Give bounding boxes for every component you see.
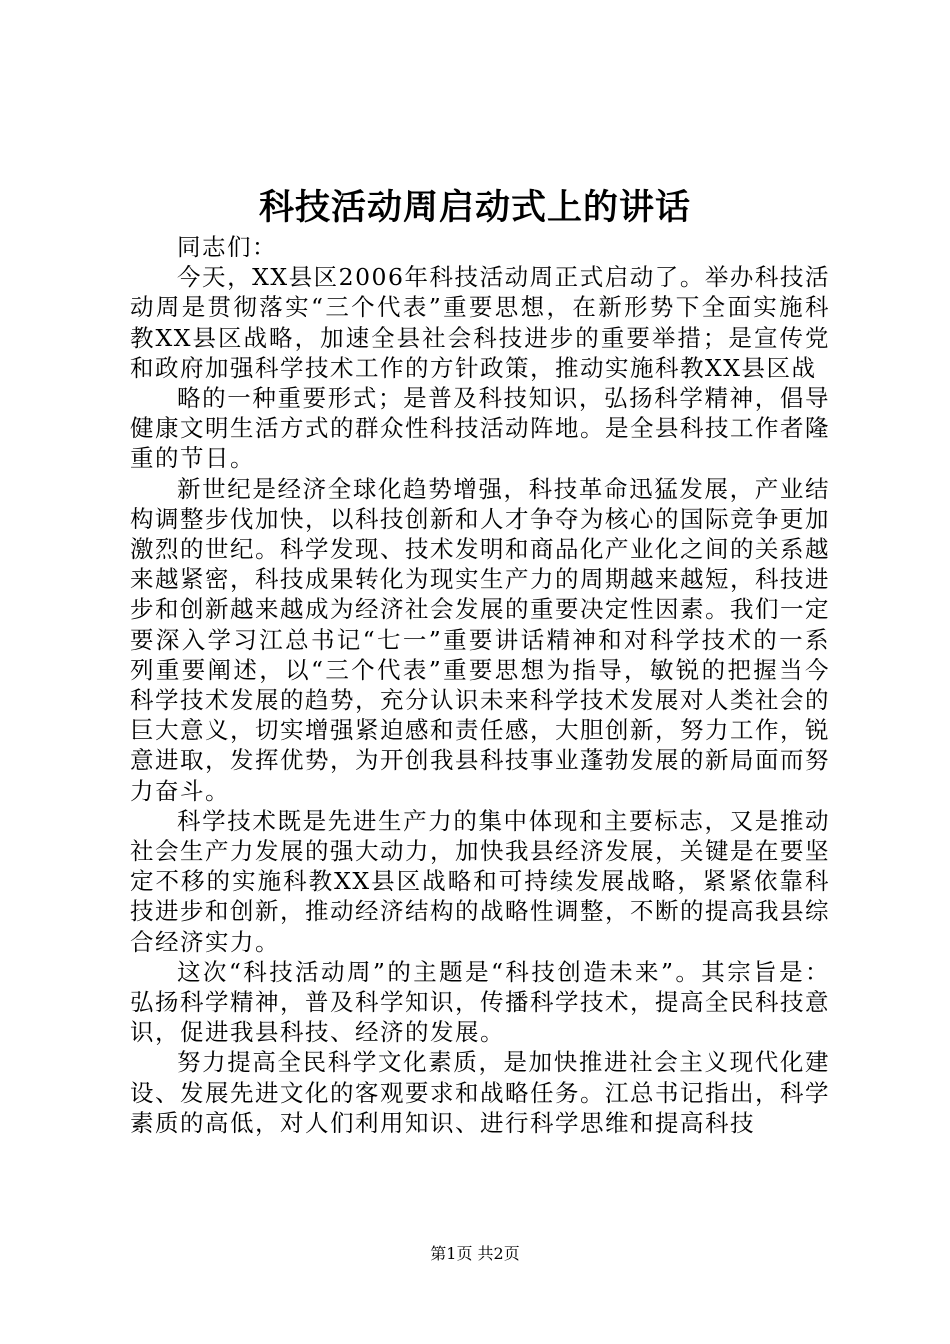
paragraph-3: 新世纪是经济全球化趋势增强，科技革命迅猛发展，产业结构调整步伐加快，以科技创新和人才争夺为核心的国际竞争更加激烈的世纪。科学发现、技术发明和商品化产业化之间的关系越来越紧密，科技成果转化为现实生产力的周期越来越短，科技进步和创新越来越成为经济社会发展的重要决定性因素。我们一定要深入学习江总书记“七一”重要讲话精神和对科学技术的一系列重要阐述，以“三个代表”重要思想为指导，敏锐的把握当今科学技术发展的趋势，充分认识未来科学技术发展对人类社会的巨大意义，切实增强紧迫感和责任感，大胆创新，努力工作，锐意进取，发挥优势，为开创我县科技事业蓬勃发展的新局面而努力奋斗。	[130, 474, 830, 805]
paragraph-5: 这次“科技活动周”的主题是“科技创造未来”。其宗旨是：弘扬科学精神，普及科学知识，传播科学技术，提高全民科技意识，促进我县科技、经济的发展。	[130, 957, 830, 1047]
paragraph-6: 努力提高全民科学文化素质，是加快推进社会主义现代化建设、发展先进文化的客观要求和战略任务。江总书记指出，科学素质的高低，对人们利用知识、进行科学思维和提高科技	[130, 1048, 830, 1137]
paragraph-2: 略的一种重要形式；是普及科技知识，弘扬科学精神，倡导健康文明生活方式的群众性科技活动阵地。是全县科技工作者隆重的节日。	[130, 384, 830, 473]
page-number: 第1页 共2页	[430, 1244, 520, 1263]
document-body	[130, 232, 830, 1138]
paragraph-4: 科学技术既是先进生产力的集中体现和主要标志，又是推动社会生产力发展的强大动力，加快我县经济发展，关键是在要坚定不移的实施科教XX县区战略和可持续发展战略，紧紧依靠科技进步和创新，推动经济结构的战略性调整，不断的提高我县综合经济实力。	[130, 806, 830, 956]
document-title: 科技活动周启动式上的讲话	[258, 187, 691, 228]
paragraph-salutation: 同志们：	[177, 233, 277, 261]
paragraph-1: 今天，XX县区2006年科技活动周正式启动了。举办科技活动周是贯彻落实“三个代表”重要思想，在新形势下全面实施科教XX县区战略，加速全县社会科技进步的重要举措；是宣传党和政府加强科学技术工作的方针政策，推动实施科教XX县区战	[130, 263, 830, 382]
